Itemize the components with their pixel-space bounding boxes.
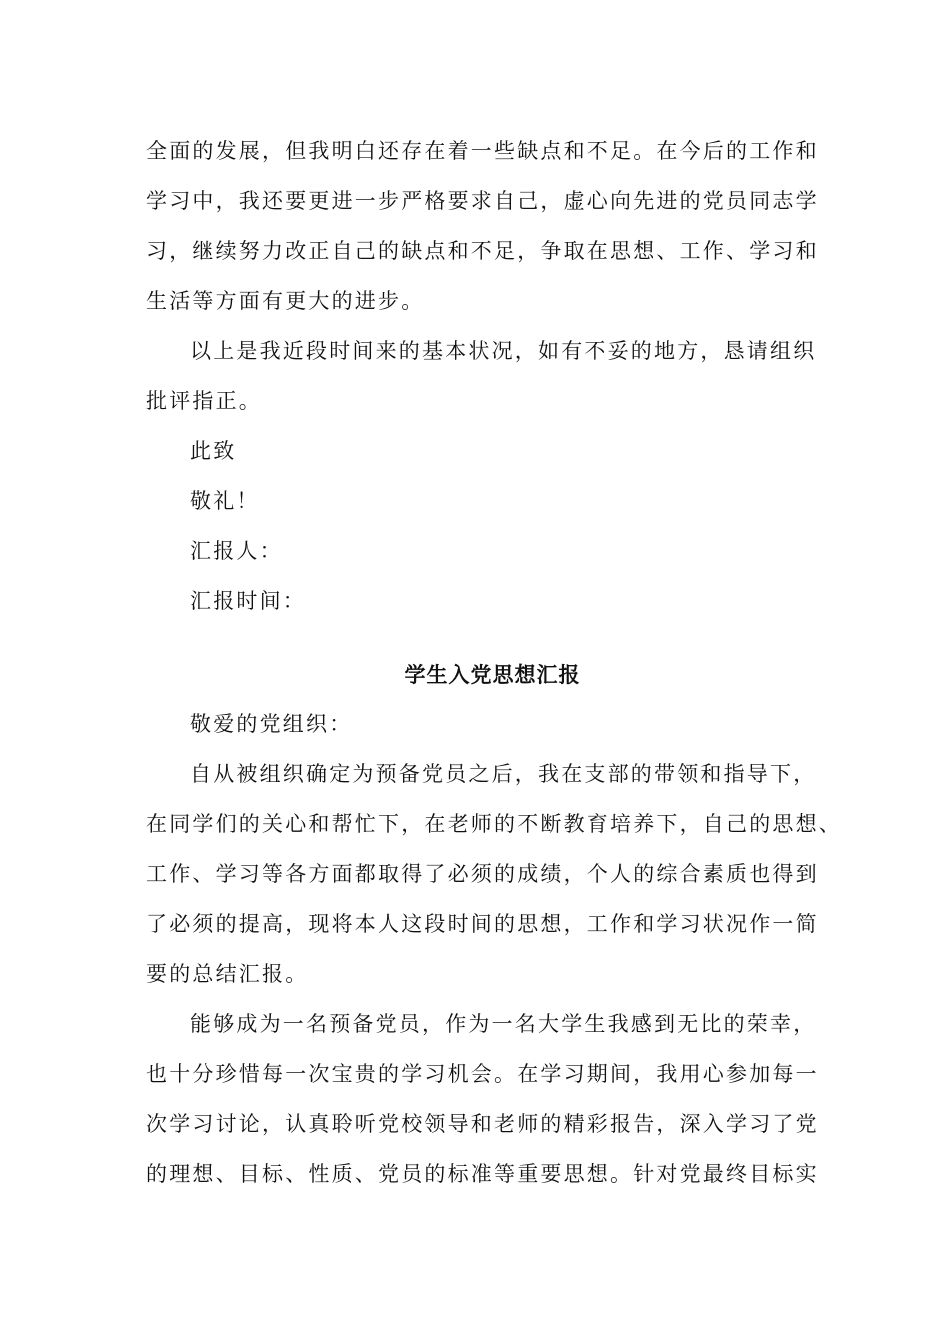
body-line: 在同学们的关心和帮忙下，在老师的不断教育培养下，自己的思想、 — [146, 812, 842, 836]
body-line: 要的总结汇报。 — [146, 962, 309, 986]
body-line: 了必须的提高，现将本人这段时间的思想，工作和学习状况作一简 — [146, 912, 819, 936]
body-line: 能够成为一名预备党员，作为一名大学生我感到无比的荣幸， — [190, 1012, 817, 1036]
body-line: 自从被组织确定为预备党员之后，我在支部的带领和指导下， — [190, 762, 817, 786]
body-line: 批评指正。 — [146, 389, 262, 413]
body-line: 的理想、目标、性质、党员的标准等重要思想。针对党最终目标实 — [146, 1162, 819, 1186]
body-line: 习，继续努力改正自己的缺点和不足，争取在思想、工作、学习和 — [146, 239, 819, 263]
closing-line: 此致 — [190, 439, 237, 463]
body-line: 工作、学习等各方面都取得了必须的成绩，个人的综合素质也得到 — [146, 862, 819, 886]
body-line: 全面的发展，但我明白还存在着一些缺点和不足。在今后的工作和 — [146, 139, 819, 163]
body-line: 生活等方面有更大的进步。 — [146, 289, 425, 313]
greeting-line: 敬爱的党组织： — [190, 712, 353, 736]
salute-line: 敬礼！ — [190, 489, 260, 513]
section-title: 学生入党思想汇报 — [404, 662, 581, 687]
body-line: 也十分珍惜每一次宝贵的学习机会。在学习期间，我用心参加每一 — [146, 1062, 819, 1086]
reporter-label: 汇报人： — [190, 539, 283, 563]
report-time-label: 汇报时间： — [190, 589, 306, 613]
body-line: 次学习讨论，认真聆听党校领导和老师的精彩报告，深入学习了党 — [146, 1112, 819, 1136]
body-line: 学习中，我还要更进一步严格要求自己，虚心向先进的党员同志学 — [146, 189, 819, 213]
body-line: 以上是我近段时间来的基本状况，如有不妥的地方，恳请组织 — [190, 339, 817, 363]
